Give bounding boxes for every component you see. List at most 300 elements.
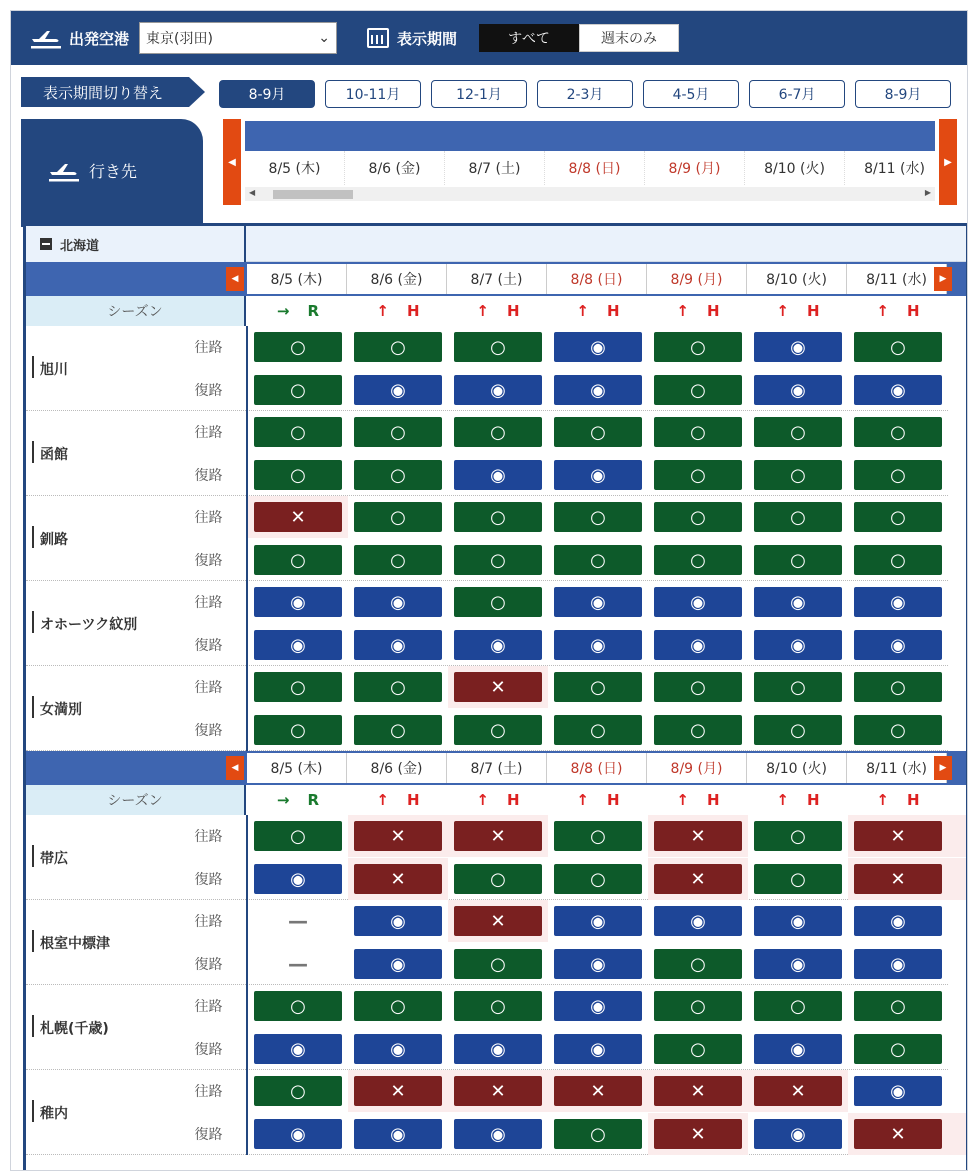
availability-cell[interactable] <box>848 369 948 411</box>
availability-cell[interactable] <box>248 326 348 368</box>
availability-cell[interactable] <box>848 539 948 581</box>
available-icon: ○ <box>454 587 542 617</box>
availability-cell[interactable] <box>848 1028 948 1070</box>
period-button[interactable]: 4-5月 <box>643 80 739 108</box>
return-label: 復路 <box>194 638 223 654</box>
destination-row <box>26 326 966 411</box>
availability-cell[interactable] <box>648 411 748 453</box>
period-button[interactable]: 2-3月 <box>537 80 633 108</box>
availability-cell[interactable] <box>748 1070 848 1112</box>
limited-icon: ◉ <box>254 1119 342 1149</box>
outbound-label: 往路 <box>194 680 223 696</box>
limited-icon: ◉ <box>354 587 442 617</box>
destination-name: 稚内 <box>26 1070 171 1155</box>
available-icon: ○ <box>254 417 342 447</box>
page-frame <box>10 10 968 1171</box>
available-icon: ○ <box>354 715 442 745</box>
row-edge <box>948 411 966 453</box>
top-date-band <box>245 121 935 151</box>
return-cells <box>248 1028 948 1070</box>
available-icon: ○ <box>754 991 842 1021</box>
return-cells <box>248 858 948 900</box>
availability-cell[interactable] <box>548 581 648 623</box>
availability-cell[interactable] <box>448 900 548 942</box>
unavailable-icon: ✕ <box>854 821 942 851</box>
availability-cell[interactable] <box>848 1070 948 1112</box>
availability-cell[interactable] <box>448 666 548 708</box>
available-icon: ○ <box>754 672 842 702</box>
limited-icon: ◉ <box>754 906 842 936</box>
availability-cell[interactable] <box>648 581 748 623</box>
availability-cell[interactable] <box>648 943 748 985</box>
availability-cell[interactable] <box>848 858 948 900</box>
availability-cell[interactable] <box>448 858 548 900</box>
date-header-cell: 8/7 (土) <box>447 753 547 783</box>
availability-cell[interactable] <box>248 900 348 942</box>
return-label: 復路 <box>194 723 223 739</box>
availability-cell[interactable] <box>348 709 448 751</box>
horizontal-scrollbar[interactable] <box>245 187 935 201</box>
outbound-cells <box>248 326 948 368</box>
collapse-icon[interactable] <box>40 238 52 250</box>
availability-cell[interactable] <box>248 624 348 666</box>
availability-cell[interactable] <box>548 624 648 666</box>
availability-cell[interactable] <box>548 815 648 857</box>
availability-cell[interactable] <box>648 709 748 751</box>
availability-cell[interactable] <box>748 943 848 985</box>
availability-cell[interactable] <box>448 326 548 368</box>
limited-icon: ◉ <box>754 1034 842 1064</box>
departure-select[interactable] <box>139 22 337 54</box>
availability-cell[interactable] <box>848 326 948 368</box>
availability-cell[interactable] <box>548 326 648 368</box>
available-icon: ○ <box>854 715 942 745</box>
available-icon: ○ <box>654 417 742 447</box>
return-label: 復路 <box>194 468 223 484</box>
availability-cell[interactable] <box>748 539 848 581</box>
availability-cell[interactable] <box>548 1113 648 1155</box>
season-cell <box>648 296 748 326</box>
availability-cell[interactable] <box>548 943 648 985</box>
availability-cell[interactable] <box>548 1028 648 1070</box>
availability-cell[interactable] <box>548 900 648 942</box>
availability-cell[interactable] <box>848 581 948 623</box>
availability-cell[interactable] <box>348 943 448 985</box>
available-icon: ○ <box>254 1076 342 1106</box>
availability-cell[interactable] <box>348 985 448 1027</box>
available-icon: ○ <box>254 715 342 745</box>
destination-name: 釧路 <box>26 496 171 581</box>
outbound-cells <box>248 815 948 857</box>
outbound-cells <box>248 496 948 538</box>
availability-grid <box>23 223 968 1171</box>
availability-cell[interactable] <box>648 369 748 411</box>
limited-icon: ◉ <box>454 375 542 405</box>
limited-icon: ◉ <box>654 630 742 660</box>
limited-icon: ◉ <box>354 1034 442 1064</box>
arrow-up-icon: ↑ <box>876 791 889 809</box>
return-cells <box>248 369 948 411</box>
availability-cell[interactable] <box>548 411 648 453</box>
scrollbar-thumb[interactable] <box>273 190 353 199</box>
outbound-cells <box>248 411 948 453</box>
availability-cell[interactable] <box>748 369 848 411</box>
limited-icon: ◉ <box>754 1119 842 1149</box>
row-edge <box>948 666 966 708</box>
availability-cell[interactable] <box>348 411 448 453</box>
availability-cell[interactable] <box>348 666 448 708</box>
availability-cell[interactable] <box>848 411 948 453</box>
period-switch <box>21 77 961 109</box>
availability-cell[interactable] <box>348 496 448 538</box>
availability-cell[interactable] <box>748 496 848 538</box>
season-cell <box>848 785 948 815</box>
availability-cell[interactable] <box>548 496 648 538</box>
arrow-right-icon: → <box>276 791 290 809</box>
available-icon: ○ <box>754 545 842 575</box>
available-icon: ○ <box>254 460 342 490</box>
return-label: 復路 <box>194 383 223 399</box>
availability-cell[interactable] <box>648 815 748 857</box>
arrow-up-icon: ↑ <box>376 302 389 320</box>
availability-cell[interactable] <box>848 496 948 538</box>
date-next-arrow-icon[interactable]: ▶ <box>934 267 952 291</box>
availability-cell[interactable] <box>248 709 348 751</box>
season-code: H <box>507 791 520 809</box>
date-header-cell: 8/6 (金) <box>347 264 447 294</box>
row-edge <box>948 815 966 857</box>
period-button[interactable]: 8-9月 <box>219 80 315 108</box>
available-icon: ○ <box>854 417 942 447</box>
availability-cell[interactable] <box>448 496 548 538</box>
availability-cell[interactable] <box>448 1113 548 1155</box>
availability-cell[interactable] <box>448 454 548 496</box>
availability-cell[interactable] <box>648 985 748 1027</box>
availability-cell[interactable] <box>648 326 748 368</box>
season-code: H <box>907 791 920 809</box>
availability-cell[interactable] <box>648 858 748 900</box>
availability-cell[interactable] <box>248 815 348 857</box>
chevron-down-icon: ⌄ <box>318 30 331 46</box>
unavailable-icon: ✕ <box>854 1119 942 1149</box>
available-icon: ○ <box>354 991 442 1021</box>
availability-cell[interactable] <box>748 581 848 623</box>
available-icon: ○ <box>854 332 942 362</box>
season-code: H <box>707 302 720 320</box>
availability-cell[interactable] <box>848 985 948 1027</box>
availability-cell[interactable] <box>348 624 448 666</box>
availability-cell[interactable] <box>748 900 848 942</box>
limited-icon: ◉ <box>854 587 942 617</box>
availability-cell[interactable] <box>448 1028 548 1070</box>
return-label: 復路 <box>194 1127 223 1143</box>
availability-cell[interactable] <box>448 1070 548 1112</box>
return-label: 復路 <box>194 553 223 569</box>
season-code: H <box>607 791 620 809</box>
toggle-weekend-button[interactable]: 週末のみ <box>579 24 679 52</box>
availability-cell[interactable] <box>248 454 348 496</box>
date-header-cell: 8/7 (土) <box>447 264 547 294</box>
unavailable-icon: ✕ <box>454 821 542 851</box>
availability-cell[interactable] <box>448 581 548 623</box>
availability-cell[interactable] <box>248 1070 348 1112</box>
availability-cell[interactable] <box>648 900 748 942</box>
availability-cell[interactable] <box>648 1113 748 1155</box>
available-icon: ○ <box>554 502 642 532</box>
availability-cell[interactable] <box>348 1113 448 1155</box>
season-cells <box>248 296 948 326</box>
availability-cell[interactable] <box>748 454 848 496</box>
date-header-cell: 8/11 (水) <box>847 264 947 294</box>
availability-cell[interactable] <box>648 496 748 538</box>
available-icon: ○ <box>654 715 742 745</box>
availability-cell[interactable] <box>848 666 948 708</box>
season-code: H <box>807 302 820 320</box>
available-icon: ○ <box>454 417 542 447</box>
limited-icon: ◉ <box>754 332 842 362</box>
availability-cell[interactable] <box>748 985 848 1027</box>
calendar-icon <box>367 28 389 48</box>
availability-cell[interactable] <box>748 858 848 900</box>
limited-icon: ◉ <box>654 906 742 936</box>
available-icon: ○ <box>354 502 442 532</box>
scroll-left-arrow-icon[interactable]: ◀ <box>223 119 241 205</box>
limited-icon: ◉ <box>754 375 842 405</box>
top-date-cell: 8/6 (金) <box>345 151 445 185</box>
arrow-up-icon: ↑ <box>476 791 489 809</box>
availability-cell[interactable] <box>248 539 348 581</box>
date-header-cell: 8/5 (木) <box>247 264 347 294</box>
availability-cell[interactable] <box>548 369 648 411</box>
available-icon: ○ <box>254 672 342 702</box>
availability-cell[interactable] <box>248 858 348 900</box>
limited-icon: ◉ <box>554 332 642 362</box>
availability-cell[interactable] <box>348 326 448 368</box>
period-button[interactable]: 6-7月 <box>749 80 845 108</box>
availability-cell[interactable] <box>548 454 648 496</box>
availability-cell[interactable] <box>548 1070 648 1112</box>
availability-cell[interactable] <box>648 1028 748 1070</box>
season-label: シーズン <box>26 296 246 326</box>
availability-cell[interactable] <box>348 581 448 623</box>
availability-cell[interactable] <box>748 624 848 666</box>
availability-cell[interactable] <box>248 581 348 623</box>
availability-cell[interactable] <box>248 369 348 411</box>
availability-cell[interactable] <box>548 709 648 751</box>
availability-cell[interactable] <box>448 411 548 453</box>
date-prev-arrow-icon[interactable]: ◀ <box>226 267 244 291</box>
date-header-cell: 8/6 (金) <box>347 753 447 783</box>
arrow-up-icon: ↑ <box>676 302 689 320</box>
top-date-cell: 8/9 (月) <box>645 151 745 185</box>
destination-row <box>26 581 966 666</box>
availability-cell[interactable] <box>348 815 448 857</box>
unavailable-icon: ✕ <box>454 672 542 702</box>
available-icon: ○ <box>254 545 342 575</box>
limited-icon: ◉ <box>354 375 442 405</box>
availability-cell[interactable] <box>348 900 448 942</box>
availability-cell[interactable] <box>348 858 448 900</box>
unavailable-icon: ✕ <box>754 1076 842 1106</box>
available-icon: ○ <box>554 1119 642 1149</box>
availability-cell[interactable] <box>248 666 348 708</box>
available-icon: ○ <box>754 460 842 490</box>
availability-cell[interactable] <box>548 666 648 708</box>
availability-cell[interactable] <box>748 709 848 751</box>
available-icon: ○ <box>554 545 642 575</box>
available-icon: ○ <box>754 502 842 532</box>
toggle-all-button[interactable]: すべて <box>479 24 579 52</box>
availability-cell[interactable] <box>448 539 548 581</box>
availability-cell[interactable] <box>448 943 548 985</box>
availability-cell[interactable] <box>548 858 648 900</box>
scroll-right-arrow-icon[interactable]: ▶ <box>939 119 957 205</box>
scrollbar-right-icon[interactable]: ▶ <box>924 188 931 197</box>
availability-cell[interactable] <box>648 454 748 496</box>
destination-row <box>26 496 966 581</box>
availability-cell[interactable] <box>348 1028 448 1070</box>
availability-cell[interactable] <box>848 709 948 751</box>
availability-cell[interactable] <box>748 326 848 368</box>
limited-icon: ◉ <box>854 630 942 660</box>
limited-icon: ◉ <box>854 949 942 979</box>
top-date-cell: 8/7 (土) <box>445 151 545 185</box>
season-label: シーズン <box>26 785 246 815</box>
availability-cell[interactable] <box>448 709 548 751</box>
destination-row <box>26 815 966 900</box>
date-next-arrow-icon[interactable]: ▶ <box>934 756 952 780</box>
availability-cell[interactable] <box>448 369 548 411</box>
limited-icon: ◉ <box>854 375 942 405</box>
scrollbar-left-icon[interactable]: ◀ <box>249 188 256 197</box>
row-edge <box>948 326 966 368</box>
availability-cell[interactable] <box>748 1113 848 1155</box>
available-icon: ○ <box>454 545 542 575</box>
unavailable-icon: ✕ <box>854 864 942 894</box>
availability-cell[interactable] <box>848 1113 948 1155</box>
unavailable-icon: ✕ <box>554 1076 642 1106</box>
season-cell <box>248 296 348 326</box>
availability-cell[interactable] <box>848 900 948 942</box>
availability-cell[interactable] <box>848 624 948 666</box>
available-icon: ○ <box>354 332 442 362</box>
outbound-cells <box>248 1070 948 1112</box>
available-icon: ○ <box>454 332 542 362</box>
availability-cell[interactable] <box>348 539 448 581</box>
date-prev-arrow-icon[interactable]: ◀ <box>226 756 244 780</box>
availability-cell[interactable] <box>248 496 348 538</box>
available-icon: ○ <box>254 821 342 851</box>
availability-cell[interactable] <box>448 624 548 666</box>
availability-cell[interactable] <box>648 1070 748 1112</box>
available-icon: ○ <box>854 991 942 1021</box>
unavailable-icon: ✕ <box>654 1076 742 1106</box>
top-date-cell: 8/11 (水) <box>845 151 945 185</box>
display-toggle <box>479 24 679 52</box>
unavailable-icon: ✕ <box>454 1076 542 1106</box>
airplane-icon <box>29 26 63 50</box>
availability-cell[interactable] <box>448 985 548 1027</box>
region-toggle[interactable] <box>26 226 246 262</box>
availability-cell[interactable] <box>348 369 448 411</box>
season-code: H <box>407 791 420 809</box>
availability-cell[interactable] <box>748 815 848 857</box>
period-button[interactable]: 8-9月 <box>855 80 951 108</box>
destination-row <box>26 666 966 751</box>
period-button[interactable]: 12-1月 <box>431 80 527 108</box>
availability-cell[interactable] <box>748 411 848 453</box>
date-header-cells <box>247 264 947 294</box>
available-icon: ○ <box>654 672 742 702</box>
availability-cell[interactable] <box>848 454 948 496</box>
season-cell <box>548 296 648 326</box>
return-cells <box>248 1113 948 1155</box>
outbound-label: 往路 <box>194 425 223 441</box>
availability-cell[interactable] <box>248 943 348 985</box>
limited-icon: ◉ <box>454 1119 542 1149</box>
destination-header <box>21 119 203 227</box>
top-date-cell: 8/10 (火) <box>745 151 845 185</box>
availability-cell[interactable] <box>448 815 548 857</box>
row-edge <box>948 1113 966 1155</box>
availability-cell[interactable] <box>848 815 948 857</box>
limited-icon: ◉ <box>554 906 642 936</box>
availability-cell[interactable] <box>848 943 948 985</box>
arrow-up-icon: ↑ <box>776 791 789 809</box>
departure-label: 出発空港 <box>69 29 130 48</box>
availability-cell[interactable] <box>248 411 348 453</box>
availability-cell[interactable] <box>348 454 448 496</box>
limited-icon: ◉ <box>554 1034 642 1064</box>
available-icon: ○ <box>854 672 942 702</box>
destination-name: オホーツク紋別 <box>26 581 171 666</box>
return-cells <box>248 454 948 496</box>
available-icon: ○ <box>754 864 842 894</box>
limited-icon: ◉ <box>754 949 842 979</box>
period-switch-label: 表示期間切り替え <box>21 77 189 107</box>
availability-cell[interactable] <box>748 666 848 708</box>
available-icon: ○ <box>354 460 442 490</box>
limited-icon: ◉ <box>554 949 642 979</box>
available-icon: ○ <box>654 991 742 1021</box>
available-icon: ○ <box>554 715 642 745</box>
availability-cell[interactable] <box>548 985 648 1027</box>
availability-cell[interactable] <box>348 1070 448 1112</box>
limited-icon: ◉ <box>854 1076 942 1106</box>
availability-cell[interactable] <box>248 1028 348 1070</box>
date-header-cell: 8/10 (火) <box>747 753 847 783</box>
availability-cell[interactable] <box>648 666 748 708</box>
region-header <box>26 226 966 262</box>
availability-cell[interactable] <box>648 539 748 581</box>
availability-cell[interactable] <box>248 1113 348 1155</box>
season-code: H <box>407 302 420 320</box>
arrow-up-icon: ↑ <box>676 791 689 809</box>
limited-icon: ◉ <box>254 630 342 660</box>
available-icon: ○ <box>654 460 742 490</box>
top-date-cell: 8/8 (日) <box>545 151 645 185</box>
availability-cell[interactable] <box>248 985 348 1027</box>
season-cell <box>548 785 648 815</box>
available-icon: ○ <box>254 375 342 405</box>
availability-cell[interactable] <box>648 624 748 666</box>
season-cell <box>348 296 448 326</box>
period-button[interactable]: 10-11月 <box>325 80 421 108</box>
arrow-right-icon: → <box>276 302 290 320</box>
availability-cell[interactable] <box>748 1028 848 1070</box>
row-edge <box>948 1028 966 1070</box>
availability-cell[interactable] <box>548 539 648 581</box>
